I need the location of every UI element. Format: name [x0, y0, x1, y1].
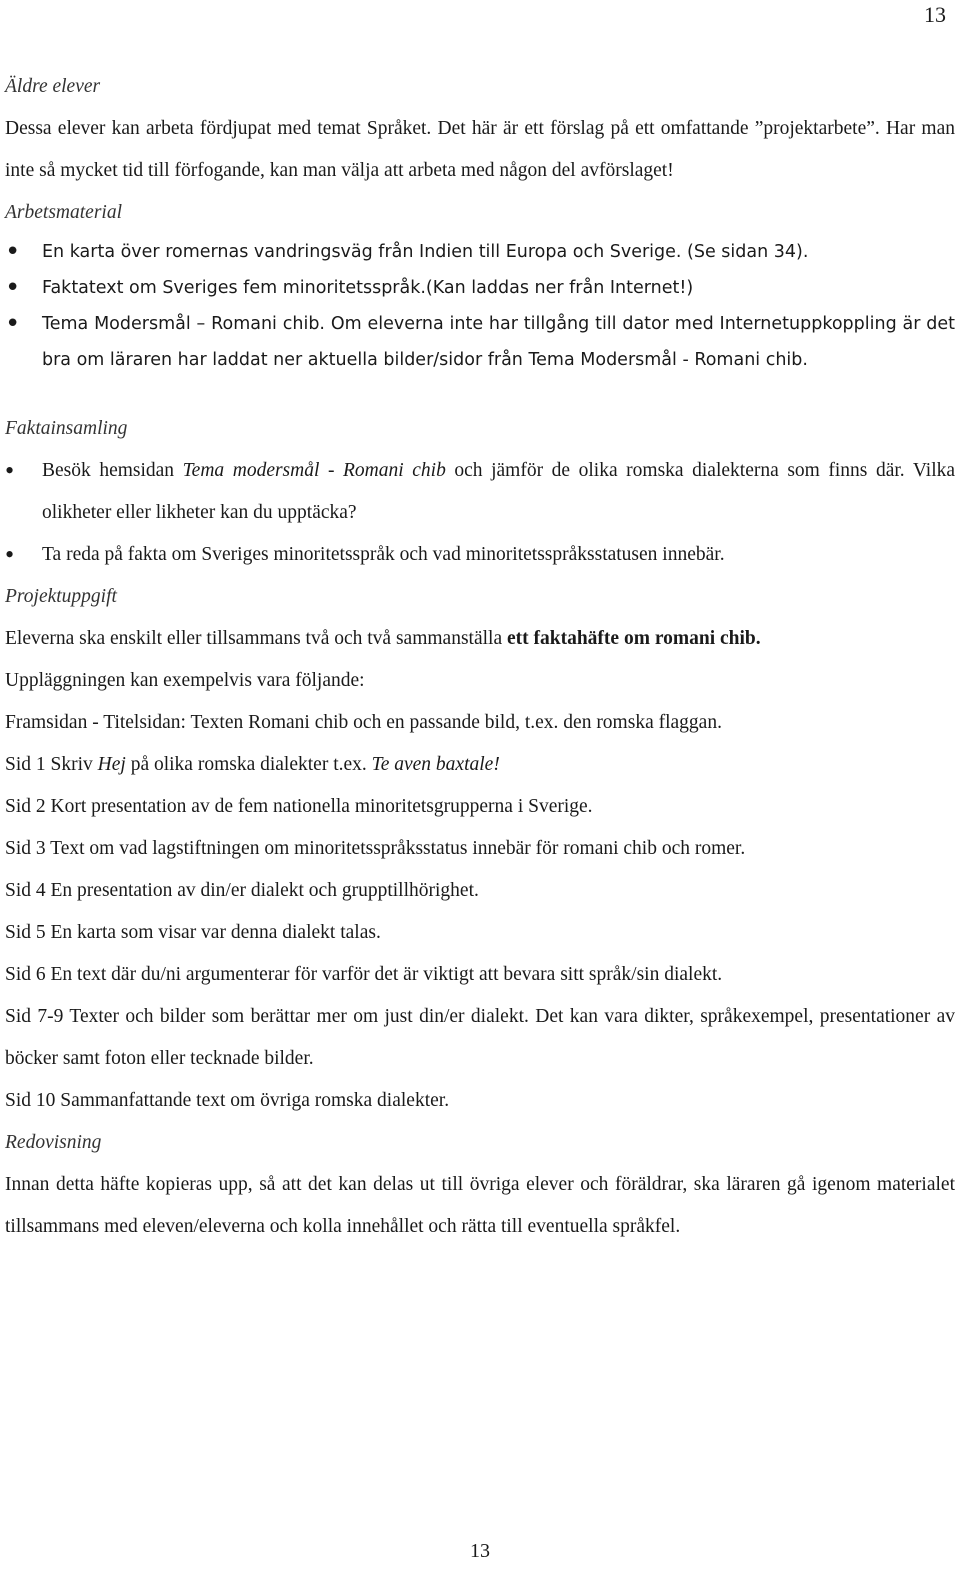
page1-italic: Hej: [97, 754, 126, 775]
material-item: • Faktatext om Sveriges fem minoritetsspråk.(Kan laddas ner från Internet!): [5, 270, 955, 306]
page-number-top: 13: [924, 2, 946, 27]
page1-italic: Te aven baxtale!: [371, 754, 500, 775]
project-front-page: Framsidan - Titelsidan: Texten Romani chib och en passande bild, t.ex. den romska flaggan.: [5, 712, 722, 733]
project-intro: [5, 618, 955, 660]
project-page-1: [5, 744, 955, 786]
material-item: • En karta över romernas vandringsväg från Indien till Europa och Sverige. (Se sidan 34).: [5, 234, 955, 270]
project-page-5: Sid 5 En karta som visar var denna dialekt talas.: [5, 922, 381, 943]
heading-older-students: Äldre elever: [5, 76, 101, 97]
page1-text: Sid 1 Skriv: [5, 754, 98, 775]
heading-work-material: Arbetsmaterial: [5, 202, 122, 223]
facts-item: • Ta reda på fakta om Sveriges minoritetsspråk och vad minoritetsspråksstatusen innebär.: [5, 534, 955, 576]
page1-text: på olika romska dialekter t.ex.: [125, 754, 372, 775]
presentation-paragraph: Innan detta häfte kopieras upp, så att det kan delas ut till övriga elever och föräldrar, ska läraren gå igenom materialet tillsammans med eleven/eleverna och kolla innehållet och rätta till eventuella språkfel.: [5, 1174, 955, 1237]
heading-project: Projektuppgift: [5, 586, 117, 607]
project-intro-bold: ett faktahäfte om romani chib.: [506, 628, 761, 649]
document-body: [5, 66, 955, 1248]
facts-item: [5, 450, 955, 534]
project-page-2: Sid 2 Kort presentation av de fem nationella minoritetsgrupperna i Sverige.: [5, 796, 593, 817]
project-page-3: Sid 3 Text om vad lagstiftningen om minoritetsspråksstatus innebär för romani chib och romer.: [5, 838, 746, 859]
heading-fact-collection: Faktainsamling: [5, 418, 128, 439]
material-item: • Tema Modersmål – Romani chib. Om eleverna inte har tillgång till dator med Internetuppkoppling är det bra om läraren har laddat ner aktuella bilder/sidor från Tema Modersmål - Romani chib.: [5, 306, 955, 378]
project-page-7-9: Sid 7-9 Texter och bilder som berättar mer om just din/er dialekt. Det kan vara dikter, språkexempel, presentationer av böcker samt foton eller tecknade bilder.: [5, 1006, 955, 1069]
facts-item-text: Besök hemsidan: [42, 460, 183, 481]
website-name: Tema modersmål - Romani chib: [182, 460, 446, 481]
heading-presentation: Redovisning: [5, 1132, 102, 1153]
page-number-bottom: 13: [470, 1540, 490, 1562]
project-page-6: Sid 6 En text där du/ni argumenterar för varför det är viktigt att bevara sitt språk/sin dialekt.: [5, 964, 723, 985]
project-page-4: Sid 4 En presentation av din/er dialekt och grupptillhörighet.: [5, 880, 479, 901]
material-list: [5, 234, 955, 378]
project-intro-text: Eleverna ska enskilt eller tillsammans två och två sammanställa: [5, 628, 507, 649]
facts-item-text: och jämför de olika romska dialekterna som finns där. Vilka olikheter eller likheter kan du upptäcka?: [42, 460, 956, 523]
project-layout-line: Uppläggningen kan exempelvis vara följande:: [5, 670, 365, 691]
project-page-10: Sid 10 Sammanfattande text om övriga romska dialekter.: [5, 1090, 450, 1111]
facts-list: [5, 450, 955, 576]
intro-paragraph: Dessa elever kan arbeta fördjupat med temat Språket. Det här är ett förslag på ett omfattande ”projektarbete”. Har man inte så mycket tid till förfogande, kan man välja att arbeta med någon del avförslaget!: [5, 118, 955, 181]
